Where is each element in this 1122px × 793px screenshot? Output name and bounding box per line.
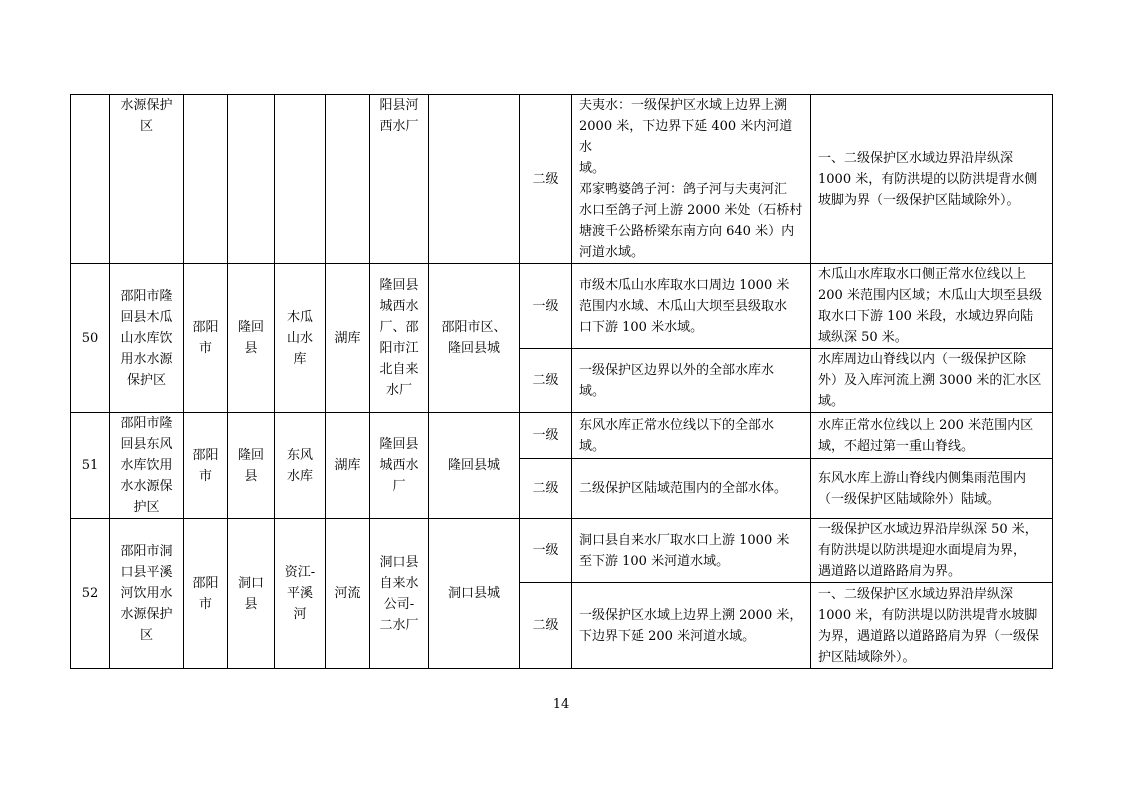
cell-name [110,413,184,519]
cell-no [71,95,110,264]
cell-water-range [572,413,811,459]
plant-line: 公司- [383,596,415,612]
table-row-51-level-1 [71,413,1053,459]
plant-line: 自来水 [379,575,419,591]
cell-area [429,413,520,519]
cell-plant [370,413,429,519]
land-line: 1000 米，有防洪堤以防洪堤背水坡脚 [818,607,1038,623]
cell-area [429,264,520,413]
cell-type: 湖库 [326,264,370,413]
name-line: 邵阳市隆 [120,288,173,304]
cell-type [326,95,370,264]
cell-water-range [572,95,811,264]
plant-line: 厂、邵 [379,320,419,335]
water-line: 邓家鸭婆鸽子河：鸽子河与夫夷河汇 [579,182,788,197]
cell-type: 湖库 [326,413,370,519]
cell-source [275,413,326,519]
plant-line: 水厂 [385,383,412,398]
area-line: 洞口县城 [447,586,500,601]
city-line: 邵阳 [192,575,219,591]
plant-line: 洞口县 [379,554,419,570]
water-line: 一级保护区水域上边界上溯 2000 米， [579,607,803,623]
land-line: 取水口下游 100 米段，水域边界向陆 [818,309,1034,324]
cell-land-range [811,264,1053,349]
land-line: 水库周边山脊线以内（一级保护区除 [818,352,1027,367]
county-line: 县 [244,341,258,356]
area-line: 隆回县城 [447,458,500,473]
water-line: 下边界下延 200 米河道水域。 [579,628,756,644]
source-line: 水库 [286,468,313,484]
name-line: 山水库饮 [120,330,173,346]
cell-land-range [811,519,1053,583]
water-line: 东风水库正常水位线以下的全部水 [579,417,775,433]
protection-zone-table-container [70,94,1053,669]
page-number: 14 [552,697,570,712]
protection-zone-table [70,94,1053,669]
cell-county [228,264,275,413]
name-line: 水源保护 [120,607,173,622]
table-row-50-level-1 [71,264,1053,349]
plant-line: 隆回县 [379,437,419,452]
water-line: 夫夷水：一级保护区水域上边界上溯 [579,98,788,113]
land-line: 护区陆域除外）。 [818,649,916,665]
plant-line: 厂 [392,479,406,494]
source-line: 山水 [286,330,313,346]
cell-level: 二级 [520,95,572,264]
cell-water-range [572,349,811,413]
land-line: 东风水库上游山脊线内侧集雨范围内 [818,470,1027,486]
water-line: 河道水域。 [579,245,645,260]
land-line: 域，不超过第一重山脊线。 [818,438,975,454]
cell-land-range [811,413,1053,459]
cell-plant [370,519,429,669]
land-line: 200 米范围内区域；木瓜山大坝至县级 [818,288,1042,303]
land-line: 坡脚为界（一级保护区陆域除外）。 [818,192,1020,208]
cell-name [110,519,184,669]
plant-line: 阳市江 [379,341,419,356]
land-line: 一、二级保护区水域边界沿岸纵深 [818,150,1014,166]
county-line: 洞口 [237,575,264,591]
plant-line: 北自来 [379,362,419,377]
source-line: 资江- [284,565,316,580]
cell-city [184,519,228,669]
cell-water-range [572,459,811,519]
cell-land-range [811,583,1053,669]
cell-level: 一级 [520,413,572,459]
area-line: 邵阳市区、 [441,320,507,335]
water-line: 2000 米，下边界下延 400 米内河道水 [579,119,793,155]
land-line: 水库正常水位线以上 200 米范围内区 [818,417,1034,433]
county-line: 县 [244,468,258,484]
name-line: 回县东风 [120,437,173,452]
cell-plant [370,264,429,413]
plant-line: 城西水 [379,458,419,473]
water-line: 域。 [579,383,606,399]
name-line: 河饮用水 [120,586,173,601]
cell-county [228,95,275,264]
cell-level: 一级 [520,264,572,349]
cell-name [110,95,184,264]
source-line: 平溪 [286,586,313,601]
plant-line: 西水厂 [379,119,419,134]
land-line: 1000 米，有防洪堤的以防洪堤背水侧 [818,171,1038,187]
cell-source [275,95,326,264]
water-line: 范围内水域、木瓜山大坝至县级取水 [579,298,788,314]
water-line: 域。 [579,161,606,176]
water-line: 洞口县自来水厂取水口上游 1000 米 [579,532,790,548]
cell-city [184,413,228,519]
cell-county [228,519,275,669]
name-line: 区 [139,119,153,134]
water-line: 水口至鸽子河上游 2000 米处（石桥村 [579,203,803,218]
land-line: 木瓜山水库取水口侧正常水位线以上 [818,267,1027,282]
cell-area [429,519,520,669]
cell-water-range [572,583,811,669]
name-line: 邵阳市洞 [120,544,173,559]
name-line: 用水水源 [120,351,173,367]
cell-county [228,413,275,519]
cell-level: 二级 [520,583,572,669]
land-line: 域纵深 50 米。 [818,330,908,345]
city-line: 邵阳 [192,320,219,335]
land-line: 域。 [818,394,845,409]
cell-land-range [811,349,1053,413]
name-line: 水水源保 [120,479,173,494]
land-line: 一级保护区水域边界沿岸纵深 50 米， [818,522,1038,537]
city-line: 邵阳 [192,447,219,463]
cell-type: 河流 [326,519,370,669]
water-line: 口下游 100 米水域。 [579,319,704,335]
cell-city [184,264,228,413]
name-line: 口县平溪 [120,565,173,580]
land-line: 为界，遇道路以道路路肩为界（一级保 [818,628,1040,644]
land-line: 外）及入库河流上溯 3000 米的汇水区 [818,373,1042,388]
name-line: 邵阳市隆 [120,416,173,431]
cell-land-range [811,459,1053,519]
cell-level: 二级 [520,459,572,519]
land-line: （一级保护区陆域除外）陆域。 [818,491,1001,507]
source-line: 河 [293,607,307,622]
cell-no: 51 [71,413,110,519]
land-line: 一、二级保护区水域边界沿岸纵深 [818,586,1014,602]
county-line: 县 [244,596,258,612]
cell-city [184,95,228,264]
cell-no: 50 [71,264,110,413]
water-line: 域。 [579,438,606,454]
city-line: 市 [198,341,212,356]
table-row-52-level-1 [71,519,1053,583]
name-line: 回县木瓜 [120,309,173,325]
county-line: 隆回 [237,447,264,463]
plant-line: 阳县河 [379,98,419,113]
plant-line: 隆回县 [379,278,419,293]
plant-line: 城西水 [379,299,419,314]
land-line: 有防洪堤以防洪堤迎水面堤肩为界， [818,543,1027,558]
cell-level: 二级 [520,349,572,413]
city-line: 市 [198,468,212,484]
name-line: 区 [139,628,153,643]
area-line: 隆回县城 [447,341,500,356]
water-line: 一级保护区边界以外的全部水库水 [579,362,775,378]
name-line: 保护区 [126,372,166,388]
cell-level: 一级 [520,519,572,583]
cell-source [275,519,326,669]
source-line: 木瓜 [286,309,313,325]
water-line: 塘渡千公路桥梁东南方向 640 米）内 [579,224,795,239]
cell-plant [370,95,429,264]
table-row-continuation [71,95,1053,264]
land-line: 遇道路以道路路肩为界。 [818,564,962,579]
name-line: 护区 [133,500,160,515]
name-line: 水源保护 [120,98,173,113]
cell-water-range [572,519,811,583]
source-line: 东风 [286,447,313,463]
source-line: 库 [293,351,307,367]
water-line: 二级保护区陆域范围内的全部水体。 [579,481,788,497]
cell-water-range [572,264,811,349]
cell-name [110,264,184,413]
cell-area [429,95,520,264]
cell-no: 52 [71,519,110,669]
cell-source [275,264,326,413]
cell-land-range [811,95,1053,264]
name-line: 水库饮用 [120,458,173,473]
city-line: 市 [198,596,212,612]
county-line: 隆回 [237,320,264,335]
plant-line: 二水厂 [379,617,419,633]
water-line: 至下游 100 米河道水域。 [579,553,730,569]
water-line: 市级木瓜山水库取水口周边 1000 米 [579,277,790,293]
